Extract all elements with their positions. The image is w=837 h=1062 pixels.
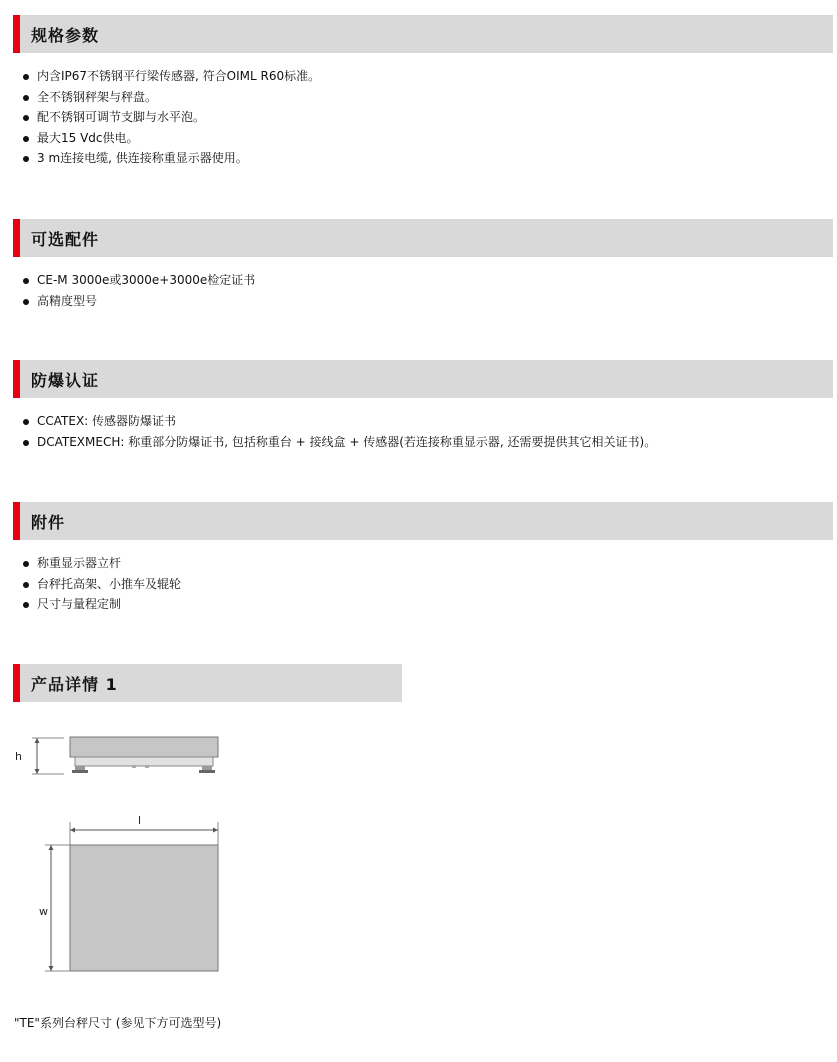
dimension-label-h: h	[15, 750, 22, 763]
list-item: 内含IP67不锈钢平行梁传感器, 符合OIML R60标准。	[22, 66, 320, 87]
accent-bar	[13, 219, 20, 257]
list-item: 3 m连接电缆, 供连接称重显示器使用。	[22, 148, 320, 169]
options-list	[22, 270, 255, 311]
section-title: 防爆认证	[31, 370, 100, 390]
section-header-ex-approval	[13, 360, 833, 398]
section-title: 可选配件	[31, 229, 100, 249]
section-title: 产品详情 1	[31, 674, 118, 694]
accent-bar	[13, 664, 20, 702]
list-item: CE-M 3000e或3000e+3000e检定证书	[22, 270, 255, 291]
dimension-label-w: w	[39, 905, 48, 918]
list-item: DCATEXMECH: 称重部分防爆证书, 包括称重台 + 接线盒 + 传感器(若连接称重显示器, 还需要提供其它相关证书)。	[22, 432, 656, 453]
accent-bar	[13, 360, 20, 398]
accessories-list	[22, 553, 181, 615]
list-item: 称重显示器立杆	[22, 553, 181, 574]
ex-approval-list	[22, 411, 656, 452]
specs-list	[22, 66, 320, 169]
section-header-accessories	[13, 502, 833, 540]
section-title: 附件	[31, 512, 66, 532]
dimension-label-l: l	[138, 814, 142, 827]
section-header-specs	[13, 15, 833, 53]
figure-caption: "TE"系列台秤尺寸 (参见下方可选型号)	[14, 1016, 222, 1030]
scale-side-view-drawing	[12, 730, 224, 780]
list-item: 台秤托高架、小推车及辊轮	[22, 574, 181, 595]
accent-bar	[13, 15, 20, 53]
section-header-options	[13, 219, 833, 257]
section-header-details	[13, 664, 402, 702]
list-item: 高精度型号	[22, 291, 255, 312]
accent-bar	[13, 502, 20, 540]
section-title: 规格参数	[31, 25, 100, 45]
list-item: 尺寸与量程定制	[22, 594, 181, 615]
list-item: 最大15 Vdc供电。	[22, 128, 320, 149]
scale-top-view-drawing	[30, 812, 230, 977]
list-item: 全不锈钢秤架与秤盘。	[22, 87, 320, 108]
list-item: 配不锈钢可调节支脚与水平泡。	[22, 107, 320, 128]
list-item: CCATEX: 传感器防爆证书	[22, 411, 656, 432]
